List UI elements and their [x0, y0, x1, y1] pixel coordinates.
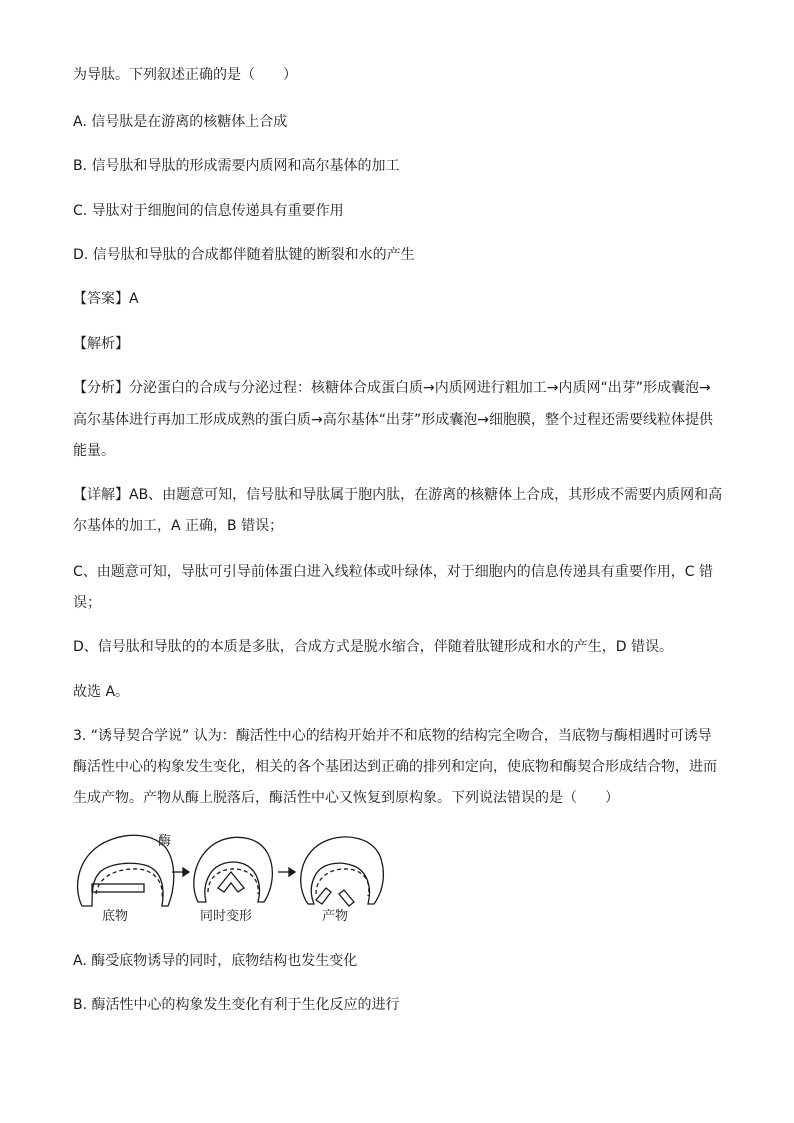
question3-line-1: 3. “诱导契合学说” 认为：酶活性中心的结构开始并不和底物的结构完全吻合，当底物与酶相遇时可诱导	[73, 728, 712, 744]
analysis-heading: 【解析】	[73, 336, 129, 352]
detail-line-4: 误；	[73, 595, 101, 611]
question3-option-a: A. 酶受底物诱导的同时，底物结构也发生变化	[73, 953, 358, 969]
answer: 【答案】A	[73, 291, 139, 307]
enzyme-shape-3	[301, 837, 384, 904]
analysis-line-2: 高尔基体进行再加工形成成熟的蛋白质→高尔基体“出芽”形成囊泡→细胞膜，整个过程还需要线粒体提供	[73, 412, 713, 428]
active-site-dashed-2	[208, 869, 258, 894]
detail-line-2: 尔基体的加工，A 正确，B 错误；	[73, 518, 284, 534]
product-left	[316, 888, 331, 904]
label-deform: 同时变形	[200, 909, 253, 924]
detail-line-5: D、信号肽和导肽的的本质是多肽，合成方式是脱水缩合，伴随着肽键形成和水的产生，D 错误。	[73, 639, 674, 655]
line-1: 为导肽。下列叙述正确的是（ ）	[73, 67, 297, 83]
analysis-line-1: 【分析】分泌蛋白的合成与分泌过程：核糖体合成蛋白质→内质网进行粗加工→内质网“出芽”形成囊泡→	[73, 380, 711, 396]
product-right	[339, 890, 354, 906]
label-substrate: 底物	[102, 909, 129, 924]
induced-fit-diagram	[72, 828, 392, 928]
question3-option-b: B. 酶活性中心的构象发生变化有利于生化反应的进行	[73, 997, 400, 1013]
substrate-deformed	[218, 872, 244, 892]
option-a: A. 信号肽是在游离的核糖体上合成	[73, 114, 288, 130]
enzyme-shape-2	[194, 837, 273, 902]
option-b: B. 信号肽和导肽的形成需要内质网和高尔基体的加工	[73, 158, 400, 174]
question3-line-3: 生成产物。产物从酶上脱落后，酶活性中心又恢复到原构象。下列说法错误的是（ ）	[73, 790, 619, 806]
label-product: 产物	[322, 909, 349, 924]
option-c: C. 导肽对于细胞间的信息传递具有重要作用	[73, 203, 344, 219]
induced-fit-figure	[72, 828, 392, 932]
detail-line-1: 【详解】AB、由题意可知，信号肽和导肽属于胞内肽，在游离的核糖体上合成，其形成不需要内质网和高	[73, 487, 723, 503]
detail-line-3: C、由题意可知，导肽可引导前体蛋白进入线粒体或叶绿体，对于细胞内的信息传递具有重要作用，C 错	[73, 564, 713, 580]
choice-line: 故选 A。	[73, 684, 130, 700]
option-d: D. 信号肽和导肽的合成都伴随着肽键的断裂和水的产生	[73, 247, 415, 263]
substrate-bar	[92, 884, 144, 892]
question3-line-2: 酶活性中心的构象发生变化，相关的各个基团达到正确的排列和定向，使底物和酶契合形成结合物，进而	[73, 759, 717, 775]
label-enzyme: 酶	[158, 834, 172, 849]
analysis-line-3: 能量。	[73, 443, 115, 459]
